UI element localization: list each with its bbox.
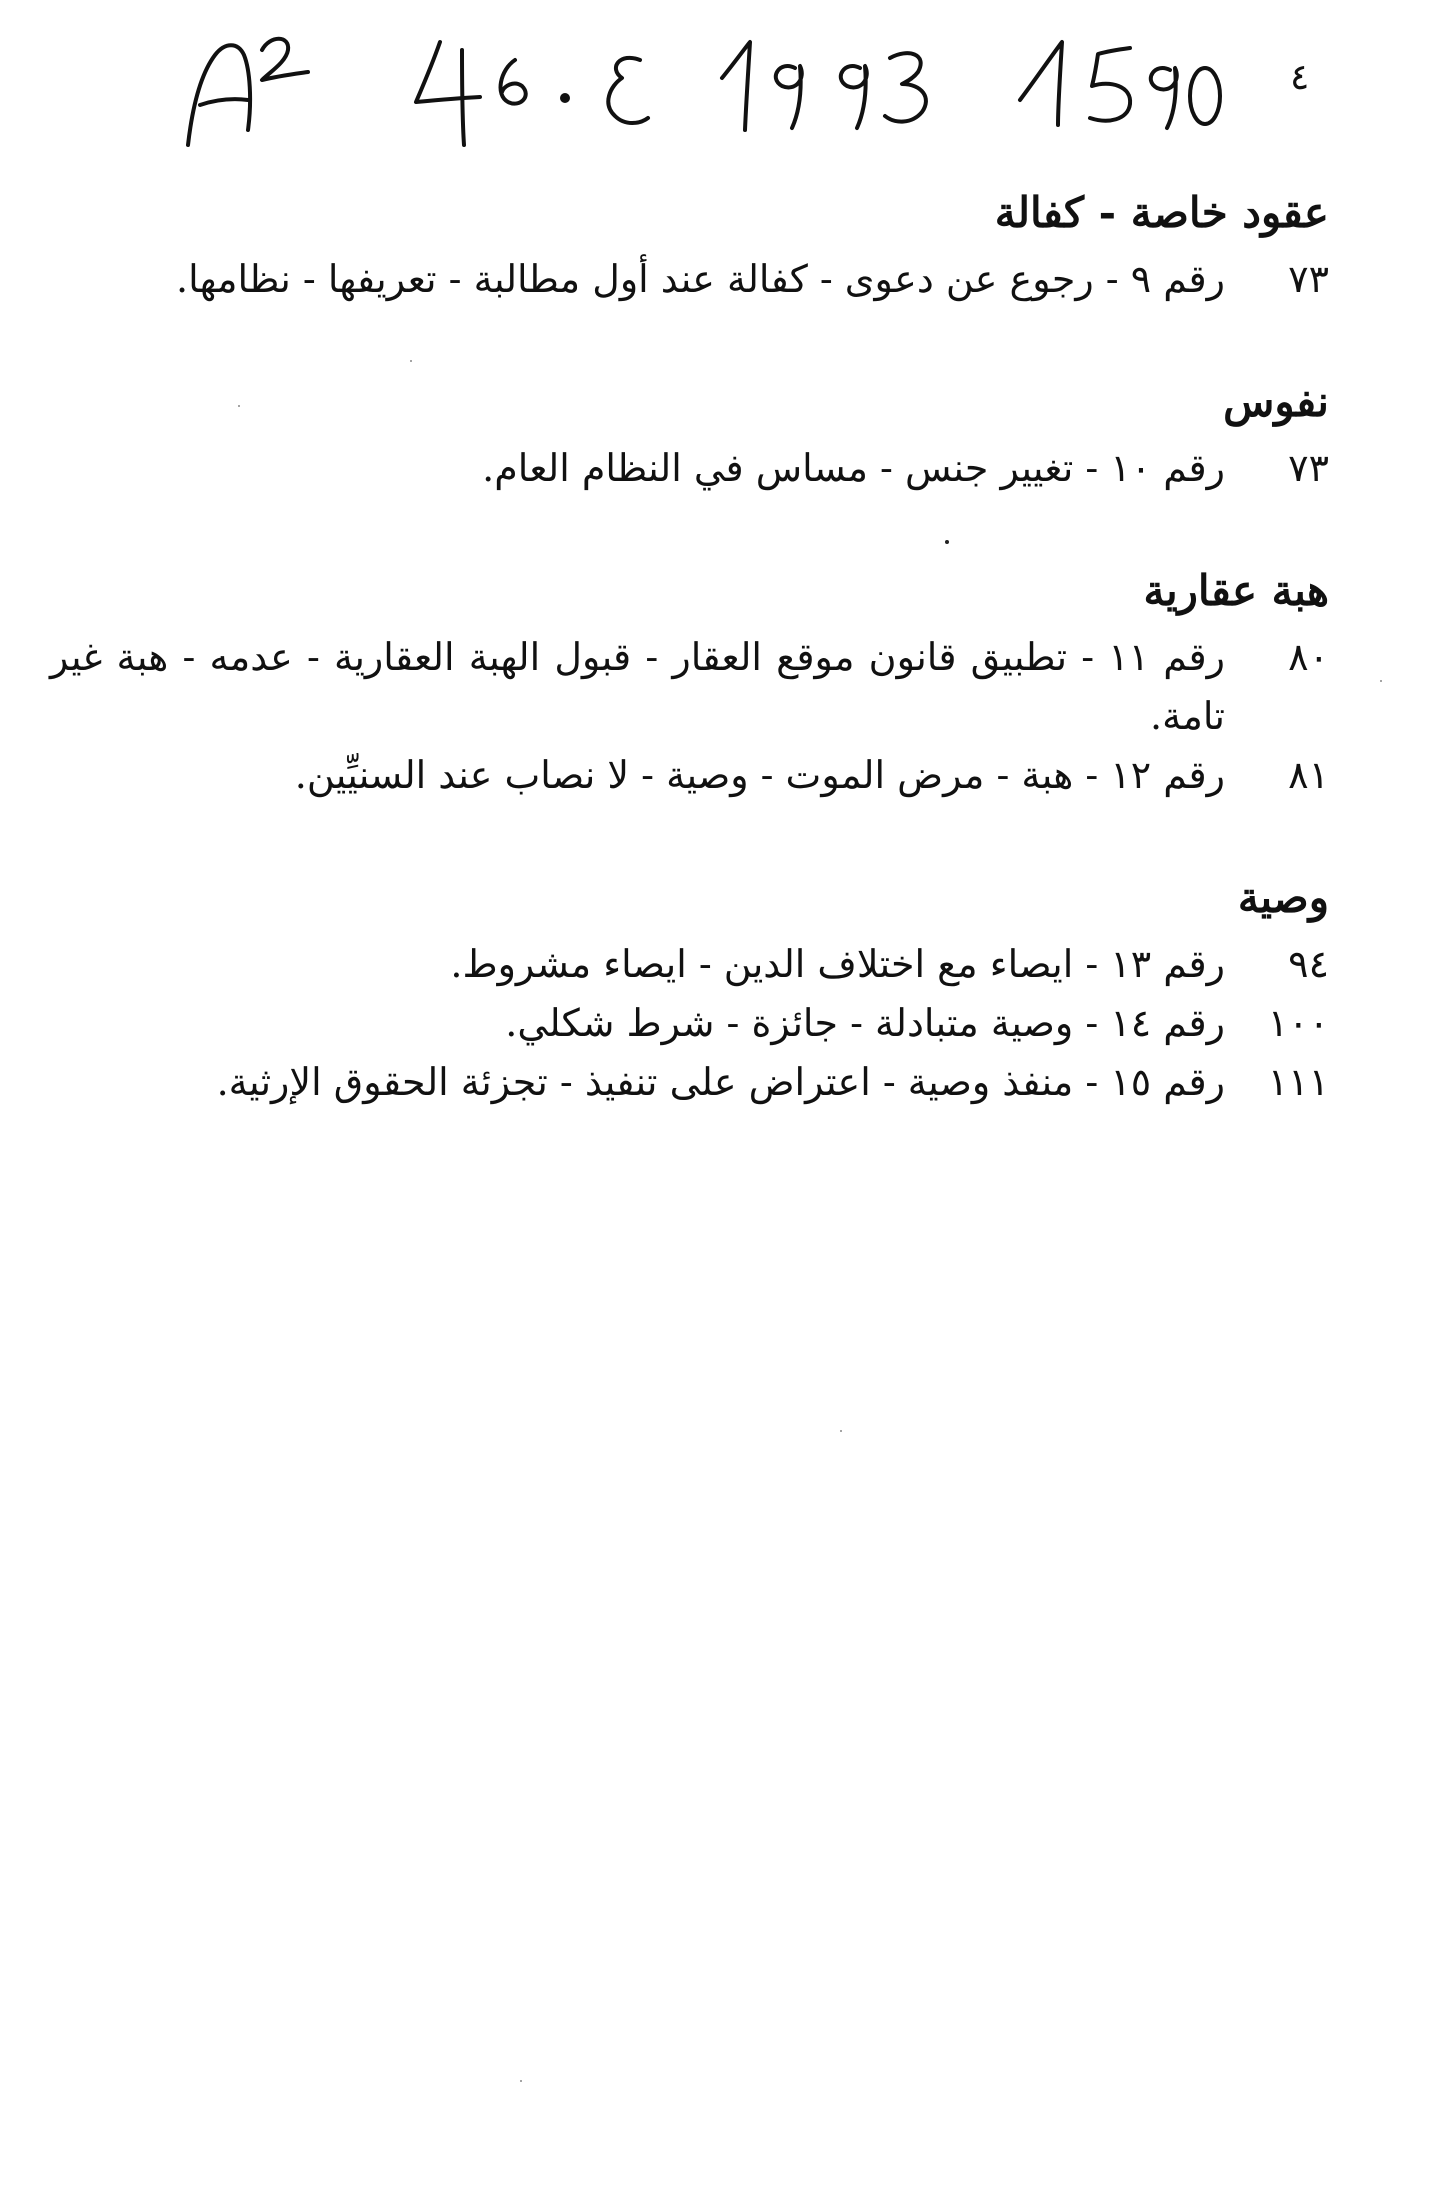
entry-text: رقم ١٠ - تغيير جنس - مساس في النظام العام. xyxy=(482,446,1225,491)
index-entry xyxy=(50,1053,1329,1112)
scan-speck xyxy=(840,1430,842,1432)
index-entry xyxy=(50,628,1329,746)
entry-page-number: ٧٣ xyxy=(1288,446,1329,491)
entry-text: رقم ١٥ - منفذ وصية - اعتراض على تنفيذ - تجزئة الحقوق الإرثية. xyxy=(216,1059,1225,1104)
section-title: عقود خاصة - كفالة xyxy=(994,188,1329,237)
index-section xyxy=(50,379,1329,498)
entry-page-number: ١٠٠ xyxy=(1267,1001,1329,1046)
entry-text: رقم ١٢ - هبة - مرض الموت - وصية - لا نصاب عند السنيِّين. xyxy=(294,753,1225,798)
index-entry xyxy=(50,439,1329,498)
entry-text: رقم ٩ - رجوع عن دعوى - كفالة عند أول مطالبة - تعريفها - نظامها. xyxy=(175,257,1225,302)
section-title: هبة عقارية xyxy=(1143,566,1329,616)
index-section xyxy=(50,190,1329,309)
entry-text: رقم ١١ - تطبيق قانون موقع العقار - قبول الهبة العقارية - عدمه - هبة غير تامة. xyxy=(50,635,1226,739)
index-entry xyxy=(50,935,1329,994)
page-number: ٤ xyxy=(1290,57,1310,98)
scan-speck xyxy=(410,360,412,362)
index-section xyxy=(50,875,1329,1112)
index-entry xyxy=(50,994,1329,1053)
index-entry xyxy=(50,746,1329,805)
entry-text: رقم ١٤ - وصية متبادلة - جائزة - شرط شكلي. xyxy=(505,1001,1225,1046)
entry-page-number: ١١١ xyxy=(1267,1059,1329,1104)
index-section xyxy=(50,568,1329,805)
scan-speck xyxy=(1380,680,1382,682)
entry-page-number: ٨٠ xyxy=(1288,635,1329,680)
entry-page-number: ٨١ xyxy=(1288,753,1329,798)
scan-speck xyxy=(520,2080,522,2082)
section-title: وصية xyxy=(1237,873,1329,923)
entry-page-number: ٧٣ xyxy=(1288,257,1329,302)
index-entry xyxy=(50,250,1329,309)
entry-page-number: ٩٤ xyxy=(1288,942,1329,987)
handwritten-archive-note xyxy=(170,20,1220,160)
section-title: نفوس xyxy=(1223,377,1329,427)
scan-speck xyxy=(238,405,240,407)
entry-text: رقم ١٣ - ايصاء مع اختلاف الدين - ايصاء مشروط. xyxy=(450,942,1225,987)
index-content xyxy=(50,190,1329,1182)
scan-speck xyxy=(945,540,949,544)
